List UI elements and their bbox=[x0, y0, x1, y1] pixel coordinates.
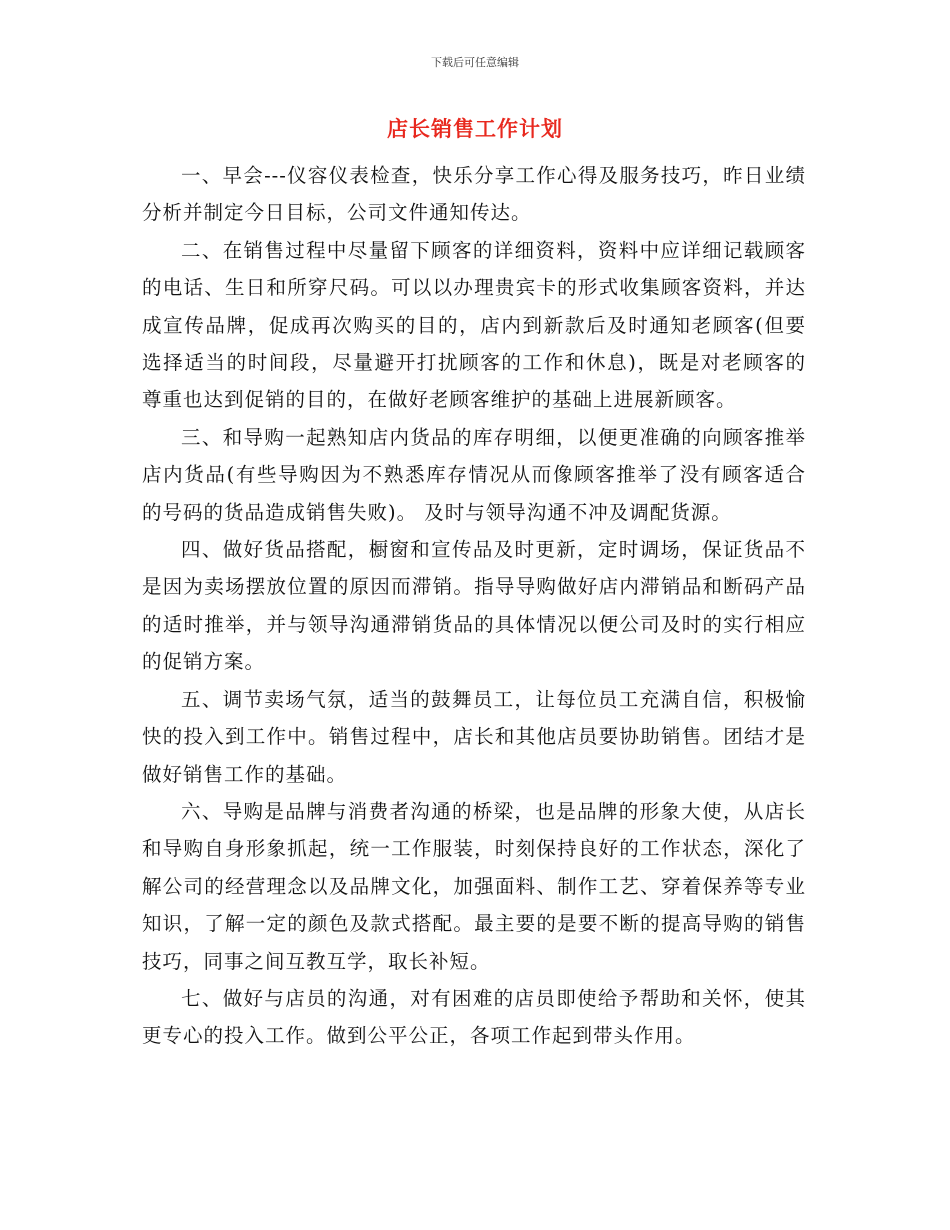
paragraph-3: 三、和导购一起熟知店内货品的库存明细，以便更准确的向顾客推举店内货品(有些导购因为不熟悉库存情况从而像顾客推举了没有顾客适合的号码的货品造成销售失败)。 及时与领导沟通不冲及调配货源。 bbox=[142, 425, 806, 524]
paragraph-6: 六、导购是品牌与消费者沟通的桥梁，也是品牌的形象大使，从店长和导购自身形象抓起，统一工作服装，时刻保持良好的工作状态，深化了解公司的经营理念以及品牌文化，加强面料、制作工艺、穿着保养等专业知识，了解一定的颜色及款式搭配。最主要的是要不断的提高导购的销售技巧，同事之间互教互学，取长补短。 bbox=[142, 799, 806, 973]
paragraph-2: 二、在销售过程中尽量留下顾客的详细资料，资料中应详细记载顾客的电话、生日和所穿尺码。可以以办理贵宾卡的形式收集顾客资料，并达成宣传品牌，促成再次购买的目的，店内到新款后及时通知老顾客(但要选择适当的时间段，尽量避开打扰顾客的工作和休息)，既是对老顾客的尊重也达到促销的目的，在做好老顾客维护的基础上进展新顾客。 bbox=[142, 238, 806, 412]
paragraph-7: 七、做好与店员的沟通，对有困难的店员即使给予帮助和关怀，使其更专心的投入工作。做到公平公正，各项工作起到带头作用。 bbox=[142, 986, 806, 1048]
document-body bbox=[142, 157, 806, 1055]
header-note: 下载后可任意编辑 bbox=[431, 56, 519, 69]
paragraph-4: 四、做好货品搭配，橱窗和宣传品及时更新，定时调场，保证货品不是因为卖场摆放位置的原因而滞销。指导导购做好店内滞销品和断码产品的适时推举，并与领导沟通滞销货品的具体情况以便公司及时的实行相应的促销方案。 bbox=[142, 538, 806, 674]
paragraph-5: 五、调节卖场气氛，适当的鼓舞员工，让每位员工充满自信，积极愉快的投入到工作中。销售过程中，店长和其他店员要协助销售。团结才是做好销售工作的基础。 bbox=[142, 687, 806, 786]
paragraph-1: 一、早会---仪容仪表检查，快乐分享工作心得及服务技巧，昨日业绩分析并制定今日目标，公司文件通知传达。 bbox=[142, 164, 806, 225]
document-title: 店长销售工作计划 bbox=[387, 117, 563, 141]
